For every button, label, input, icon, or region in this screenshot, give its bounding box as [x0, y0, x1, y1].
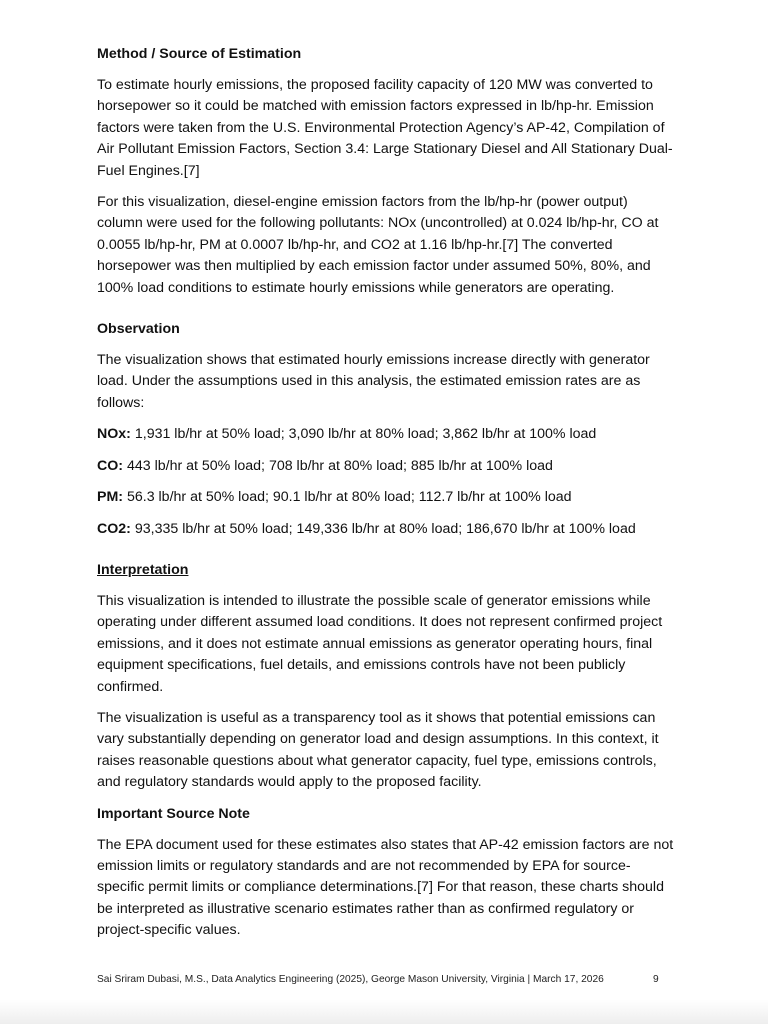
emission-label: CO2: [97, 520, 131, 537]
emission-label: CO: [97, 457, 124, 474]
method-paragraph-2: For this visualization, diesel-engine emission factors from the lb/hp-hr (power output) column were used for the following pollutants: NOx (uncontrolled) at 0.024 lb/hp-hr, CO at 0.0055 lb/hp-hr, PM at 0.0007 lb/hp-hr, and CO2 at 1.16 lb/hp-hr.[7] The converted horsepower was then multiplied by each emission factor under assumed 50%, 80%, and 100% load conditions to estimate hourly emissions while generators are operating. [97, 194, 659, 296]
method-heading: Method / Source of Estimation [97, 46, 302, 62]
interpretation-paragraph-2: The visualization is useful as a transparency tool as it shows that potential emissions can vary substantially depending on generator load and design assumptions. In this context, it raises reasonable questions about what generator capacity, fuel type, emissions controls, and regulatory standards would apply to the proposed facility. [97, 709, 659, 791]
document-page [97, 44, 677, 952]
interpretation-heading: Interpretation [97, 561, 189, 578]
emission-item-nox [97, 424, 677, 445]
observation-heading: Observation [97, 321, 180, 338]
source-note-paragraph: The EPA document used for these estimates also states that AP-42 emission factors are not emission limits or regulatory standards and are not recommended by EPA for source-specific permit limits or compliance determinations.[7] For that reason, these charts should be interpreted as illustrative scenario estimates rather than as confirmed regulatory or project-specific values. [97, 836, 674, 939]
emission-item-co [97, 456, 677, 477]
observation-paragraph-1: The visualization shows that estimated hourly emissions increase directly with generator load. Under the assumptions used in this analysis, the estimated emission rates are as follows: [97, 352, 650, 411]
interpretation-paragraph-1: This visualization is intended to illustrate the possible scale of generator emissions while operating under different assumed load conditions. It does not represent confirmed project emissions, and it does not estimate annual emissions as generator operating hours, final equipment specifications, fuel details, and emissions controls have not been publicly confirmed. [97, 592, 663, 695]
emission-label: PM: [97, 489, 124, 506]
page-bottom-shade [0, 1000, 768, 1024]
emission-item-co2 [97, 519, 677, 540]
emission-text: 56.3 lb/hr at 50% load; 90.1 lb/hr at 80% load; 112.7 lb/hr at 100% load [126, 489, 572, 506]
source-note-heading: Important Source Note [97, 805, 250, 822]
emission-label: NOx: [97, 426, 131, 443]
emission-item-pm [97, 487, 677, 508]
emission-text: 443 lb/hr at 50% load; 708 lb/hr at 80% load; 885 lb/hr at 100% load [126, 457, 553, 474]
method-paragraph-1: To estimate hourly emissions, the proposed facility capacity of 120 MW was converted to horsepower so it could be matched with emission factors expressed in lb/hp-hr. Emission factors were taken from the U.S. Environmental Protection Agency’s AP-42, Compilation of Air Pollutant Emission Factors, Section 3.4: Large Stationary Diesel and All Stationary Dual-Fuel Engines.[7] [97, 77, 673, 179]
page-number: 9 [653, 974, 659, 985]
page-footer [97, 973, 677, 987]
emission-text: 1,931 lb/hr at 50% load; 3,090 lb/hr at 80% load; 3,862 lb/hr at 100% load [134, 426, 597, 443]
emission-text: 93,335 lb/hr at 50% load; 149,336 lb/hr at 80% load; 186,670 lb/hr at 100% load [134, 520, 636, 537]
footer-text: Sai Sriram Dubasi, M.S., Data Analytics Engineering (2025), George Mason University, Virginia | March 17, 2026 [97, 974, 604, 985]
